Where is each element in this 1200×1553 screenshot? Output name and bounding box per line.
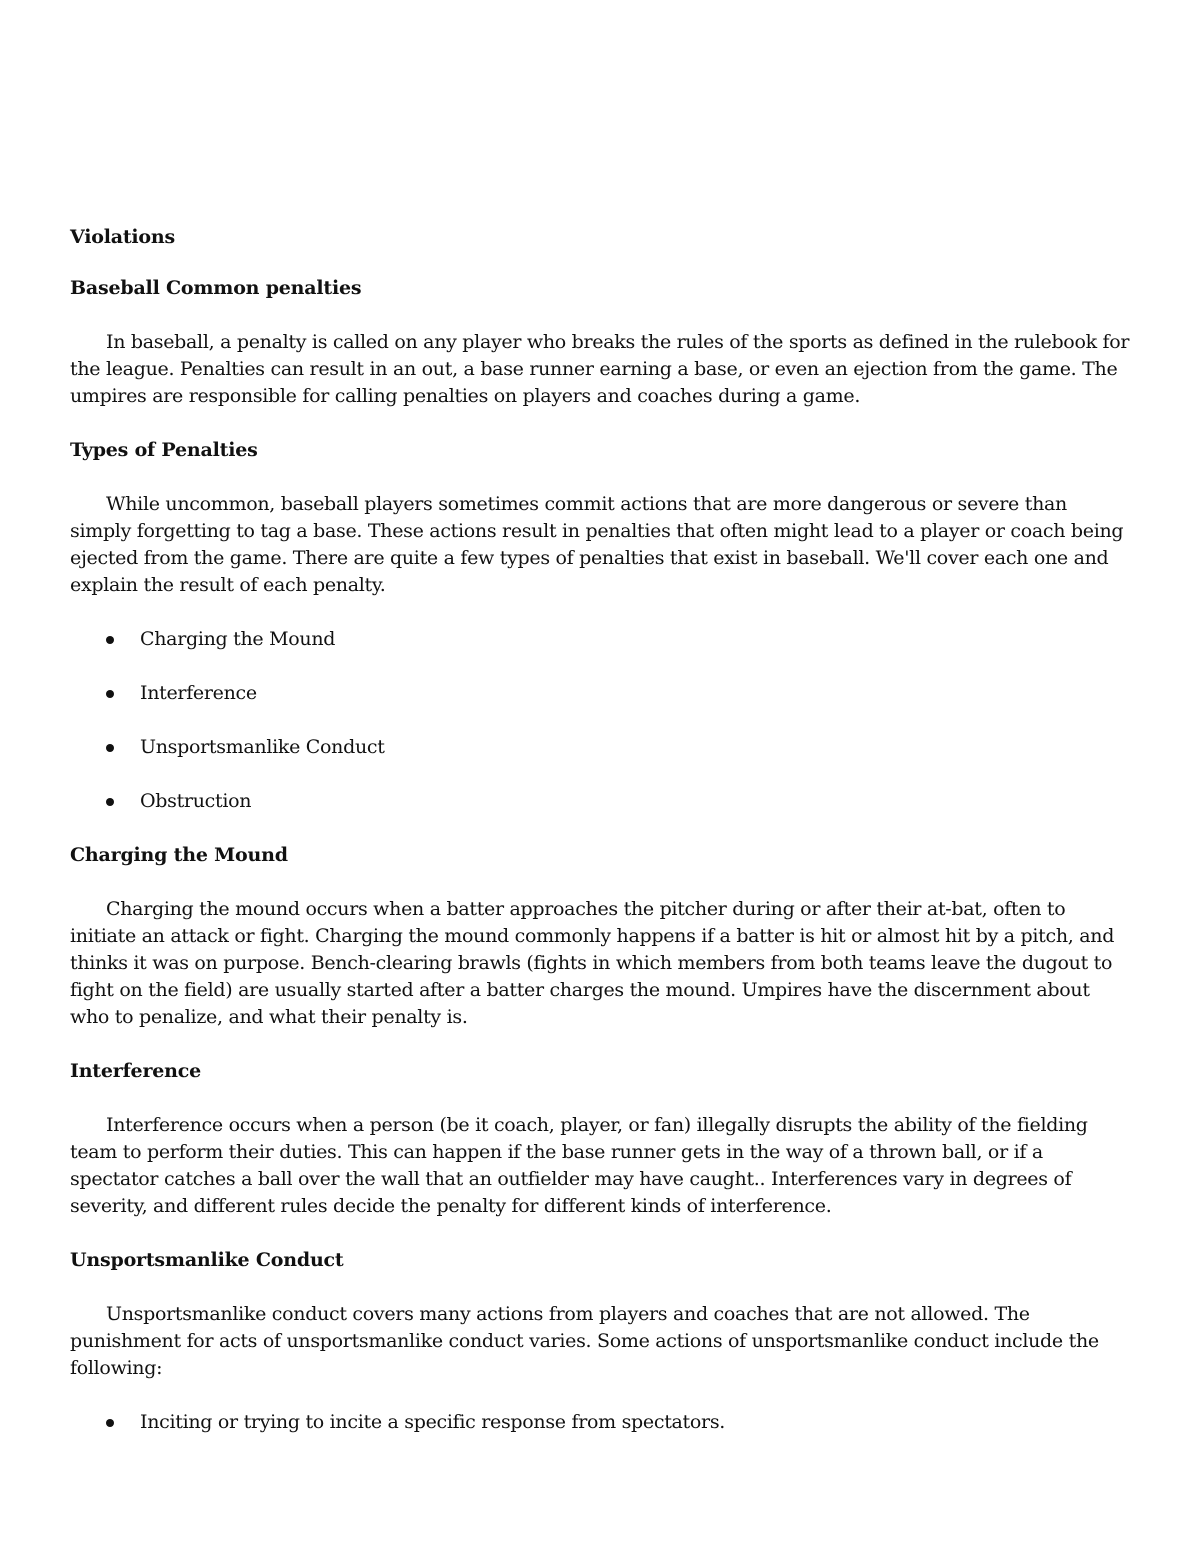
spacer [70,599,1132,626]
unsportsmanlike-actions-list [70,1409,1132,1436]
paragraph-unsportsmanlike-conduct: Unsportsmanlike conduct covers many actions from players and coaches that are not allowed. The punishment for acts of unsportsmanlike conduct varies. Some actions of unsportsmanlike conduct include the following: [70,1303,1099,1379]
paragraph-interference: Interference occurs when a person (be it coach, player, or fan) illegally disrupts the ability of the fielding team to perform their duties. This can happen if the base runner gets in the way of a thrown ball, or if a spectator catches a ball over the wall that an outfielder may have caught.. Interferences vary in degrees of severity, and different rules decide the penalty for different kinds of interference. [70,1114,1088,1217]
bullet-icon [106,1419,114,1427]
document-title: Violations [70,226,176,248]
paragraph-common-penalties: In baseball, a penalty is called on any player who breaks the rules of the sports as defined in the rulebook for the league. Penalties can result in an out, a base runner earning a base, or even an ejection from the game. The umpires are responsible for calling penalties on players and coaches during a game. [70,331,1130,407]
section-heading-unsportsmanlike-conduct: Unsportsmanlike Conduct [70,1249,344,1271]
bullet-icon [106,636,114,644]
document-page [70,224,1132,1436]
list-item-text: Inciting or trying to incite a specific response from spectators. [140,1411,726,1433]
paragraph-charging-the-mound: Charging the mound occurs when a batter approaches the pitcher during or after their at-bat, often to initiate an attack or fight. Charging the mound commonly happens if a batter is hit or almost hit by a pitch, and thinks it was on purpose. Bench-clearing brawls (fights in which members from both teams leave the dugout to fight on the field) are usually started after a batter charges the mound. Umpires have the discernment about who to penalize, and what their penalty is. [70,898,1115,1028]
spacer [70,869,1132,896]
bullet-icon [106,690,114,698]
penalty-types-list [70,626,1132,815]
spacer [70,464,1132,491]
spacer [70,1031,1132,1058]
spacer [70,410,1132,437]
list-item [70,626,1132,653]
list-item [70,680,1132,707]
spacer [70,1274,1132,1301]
list-item-text: Interference [140,682,257,704]
spacer [70,302,1132,329]
spacer [70,1382,1132,1409]
section-heading-charging-the-mound: Charging the Mound [70,844,288,866]
bullet-icon [106,798,114,806]
section-heading-common-penalties: Baseball Common penalties [70,277,362,299]
list-item-text: Unsportsmanlike Conduct [140,736,385,758]
list-item [70,1409,1132,1436]
bullet-icon [106,744,114,752]
paragraph-types-of-penalties: While uncommon, baseball players sometimes commit actions that are more dangerous or severe than simply forgetting to tag a base. These actions result in penalties that often might lead to a player or coach being ejected from the game. There are quite a few types of penalties that exist in baseball. We'll cover each one and explain the result of each penalty. [70,493,1124,596]
spacer [70,1220,1132,1247]
list-item [70,734,1132,761]
list-item-text: Obstruction [140,790,252,812]
spacer [70,815,1132,842]
section-heading-types-of-penalties: Types of Penalties [70,439,258,461]
list-item-text: Charging the Mound [140,628,336,650]
spacer [70,251,1132,275]
list-item [70,788,1132,815]
spacer [70,1085,1132,1112]
section-heading-interference: Interference [70,1060,202,1082]
